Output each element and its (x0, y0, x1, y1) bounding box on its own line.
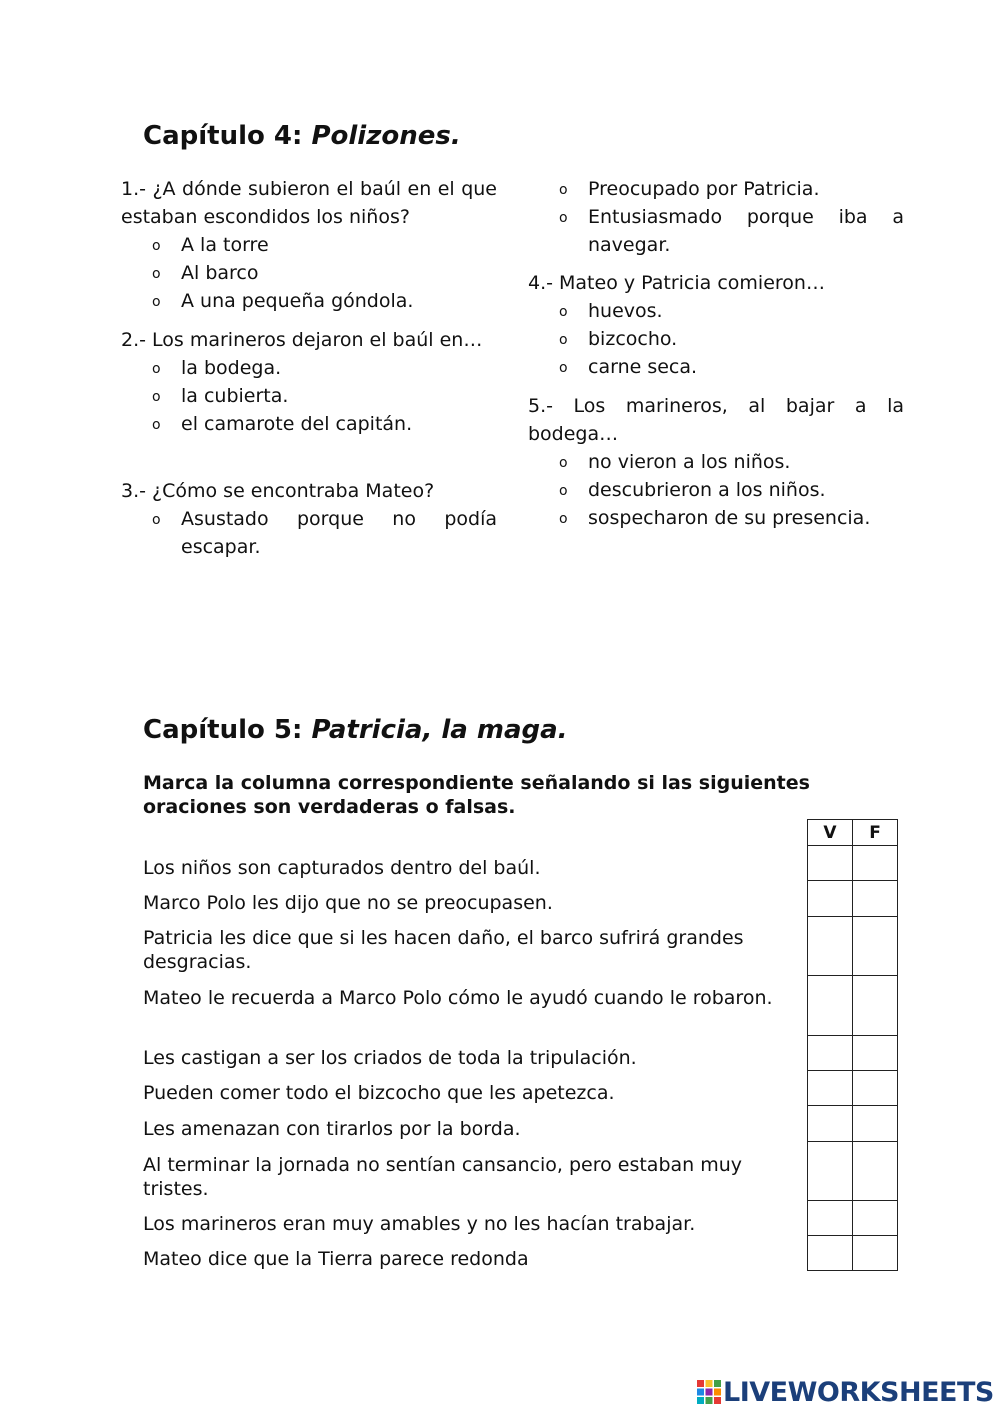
true-checkbox-cell[interactable] (808, 881, 853, 917)
chapter-5-heading (143, 714, 568, 746)
question-3 (121, 477, 497, 561)
radio-circle-icon[interactable]: o (152, 389, 161, 405)
true-checkbox-cell[interactable] (808, 917, 853, 976)
true-checkbox-cell[interactable] (808, 1201, 853, 1236)
radio-circle-icon[interactable]: o (152, 294, 161, 310)
radio-circle-icon[interactable]: o (559, 304, 568, 320)
false-checkbox-cell[interactable] (853, 976, 898, 1036)
radio-circle-icon[interactable]: o (559, 455, 568, 471)
table-row (808, 1201, 898, 1236)
question-text: 3.- ¿Cómo se encontraba Mateo? (121, 480, 435, 502)
false-checkbox-cell[interactable] (853, 881, 898, 917)
table-row (808, 846, 898, 881)
question-4 (528, 269, 904, 381)
question-5 (528, 392, 904, 532)
false-checkbox-cell[interactable] (853, 1106, 898, 1142)
radio-circle-icon[interactable]: o (152, 238, 161, 254)
chapter-5-title: Patricia, la maga. (311, 715, 568, 745)
answer-option[interactable]: o no vieron a los niños. (528, 448, 904, 476)
true-checkbox-cell[interactable] (808, 1071, 853, 1106)
brand-name: LIVEWORKSHEETS (723, 1377, 994, 1408)
false-checkbox-cell[interactable] (853, 846, 898, 881)
table-row (808, 1142, 898, 1201)
column-header-false: F (853, 820, 898, 846)
question-3-continued (528, 175, 904, 259)
radio-circle-icon[interactable]: o (559, 483, 568, 499)
statement-4: Mateo le recuerda a Marco Polo cómo le ayudó cuando le robaron. (143, 987, 773, 1009)
radio-circle-icon[interactable]: o (559, 210, 568, 226)
radio-circle-icon[interactable]: o (152, 512, 161, 528)
true-checkbox-cell[interactable] (808, 1236, 853, 1271)
answer-option[interactable]: o Preocupado por Patricia. (528, 175, 904, 203)
false-checkbox-cell[interactable] (853, 917, 898, 976)
radio-circle-icon[interactable]: o (559, 360, 568, 376)
table-row (808, 976, 898, 1036)
radio-circle-icon[interactable]: o (559, 332, 568, 348)
radio-circle-icon[interactable]: o (152, 417, 161, 433)
answer-option[interactable]: o el camarote del capitán. (121, 410, 497, 438)
question-2 (121, 326, 497, 438)
question-text: 2.- Los marineros dejaron el baúl en… (121, 329, 483, 351)
table-row (808, 1036, 898, 1071)
table-header-row (808, 820, 898, 846)
answer-option[interactable]: o carne seca. (528, 353, 904, 381)
statement-10: Mateo dice que la Tierra parece redonda (143, 1248, 529, 1270)
radio-circle-icon[interactable]: o (152, 361, 161, 377)
true-checkbox-cell[interactable] (808, 1036, 853, 1071)
statement-5: Les castigan a ser los criados de toda la tripulación. (143, 1047, 637, 1069)
radio-circle-icon[interactable]: o (559, 182, 568, 198)
false-checkbox-cell[interactable] (853, 1071, 898, 1106)
false-checkbox-cell[interactable] (853, 1236, 898, 1271)
table-row (808, 1071, 898, 1106)
chapter-4-title: Polizones. (311, 121, 461, 151)
answer-option[interactable]: o Entusiasmado porque iba a navegar. (528, 203, 904, 259)
statement-3: Patricia les dice que si les hacen daño, el barco sufrirá grandes desgracias. (143, 927, 744, 973)
statement-2: Marco Polo les dijo que no se preocupasen. (143, 892, 553, 914)
answer-option[interactable]: o Asustado porque no podía escapar. (121, 505, 497, 561)
table-row (808, 917, 898, 976)
answer-option[interactable]: o sospecharon de su presencia. (528, 504, 904, 532)
column-header-true: V (808, 820, 853, 846)
false-checkbox-cell[interactable] (853, 1201, 898, 1236)
chapter-4-heading (143, 120, 461, 152)
statement-7: Les amenazan con tirarlos por la borda. (143, 1118, 521, 1140)
true-checkbox-cell[interactable] (808, 846, 853, 881)
radio-circle-icon[interactable]: o (152, 266, 161, 282)
chapter-4-label: Capítulo 4: (143, 121, 303, 151)
table-row (808, 1106, 898, 1142)
answer-option[interactable]: o huevos. (528, 297, 904, 325)
statement-6: Pueden comer todo el bizcocho que les apetezca. (143, 1082, 615, 1104)
answer-option[interactable]: o descubrieron a los niños. (528, 476, 904, 504)
answer-option[interactable]: o A una pequeña góndola. (121, 287, 497, 315)
answer-option[interactable]: o la cubierta. (121, 382, 497, 410)
false-checkbox-cell[interactable] (853, 1036, 898, 1071)
true-checkbox-cell[interactable] (808, 1142, 853, 1201)
radio-circle-icon[interactable]: o (559, 511, 568, 527)
liveworksheets-logo-icon (697, 1380, 721, 1404)
answer-option[interactable]: o A la torre (121, 231, 497, 259)
true-checkbox-cell[interactable] (808, 1106, 853, 1142)
answer-option[interactable]: o bizcocho. (528, 325, 904, 353)
statement-8: Al terminar la jornada no sentían cansancio, pero estaban muy tristes. (143, 1154, 743, 1200)
true-false-table (807, 819, 898, 1271)
statement-1: Los niños son capturados dentro del baúl. (143, 857, 541, 879)
chapter-5-label: Capítulo 5: (143, 715, 303, 745)
question-text: 4.- Mateo y Patricia comieron… (528, 272, 825, 294)
liveworksheets-logo[interactable] (697, 1377, 994, 1408)
true-checkbox-cell[interactable] (808, 976, 853, 1036)
table-row (808, 881, 898, 917)
table-row (808, 1236, 898, 1271)
false-checkbox-cell[interactable] (853, 1142, 898, 1201)
question-text: 1.- ¿A dónde subieron el baúl en el que estaban escondidos los niños? (121, 178, 497, 228)
statement-9: Los marineros eran muy amables y no les hacían trabajar. (143, 1213, 696, 1235)
instructions: Marca la columna correspondiente señalando si las siguientes oraciones son verdaderas o falsas. (143, 772, 810, 818)
question-1 (121, 175, 497, 315)
question-text: 5.- Los marineros, al bajar a la bodega… (528, 395, 904, 445)
answer-option[interactable]: o la bodega. (121, 354, 497, 382)
answer-option[interactable]: o Al barco (121, 259, 497, 287)
